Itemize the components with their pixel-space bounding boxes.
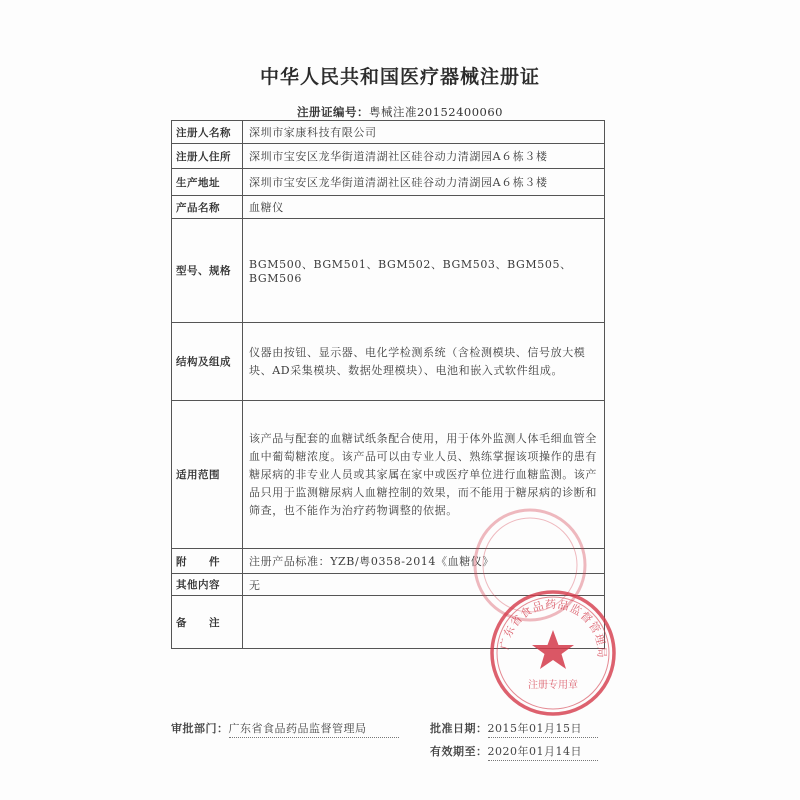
table-row: [172, 121, 605, 144]
row-value-structure: 仪器由按钮、显示器、电化学检测系统（含检测模块、信号放大模块、AD采集模块、数据处理模块）、电池和嵌入式软件组成。: [243, 323, 605, 401]
row-label-other: 其他内容: [172, 574, 243, 596]
approval-date-line: [430, 720, 598, 738]
table-row: [172, 323, 605, 401]
seal-subtext: 注册专用章: [528, 680, 578, 691]
row-label-registrant: 注册人名称: [172, 121, 243, 144]
row-value-intended-use: 该产品与配套的血糖试纸条配合使用，用于体外监测人体毛细血管全血中葡萄糖浓度。该产品可以由专业人员、熟练掌握该项操作的患有糖尿病的非专业人员或其家属在家中或医疗单位进行血糖监测。该产品只用于监测糖尿病人血糖控制的效果，而不能用于糖尿病的诊断和筛查，也不能作为治疗药物调整的依据。: [243, 401, 605, 549]
official-seal-icon: [488, 588, 618, 718]
row-label-product-name: 产品名称: [172, 196, 243, 219]
row-label-attachment: 附 件: [172, 549, 243, 574]
registration-number-line: [0, 104, 800, 120]
approval-dept-line: [171, 720, 399, 738]
table-row: [172, 219, 605, 323]
row-value-registrant-address: 深圳市宝安区龙华街道清湖社区硅谷动力清湖园A６栋３楼: [243, 144, 605, 169]
row-label-intended-use: 适用范围: [172, 401, 243, 549]
row-value-production-address: 深圳市宝安区龙华街道清湖社区硅谷动力清湖园A６栋３楼: [243, 169, 605, 196]
valid-until-line: [430, 743, 598, 761]
table-row: [172, 196, 605, 219]
valid-until-label: 有效期至：: [430, 745, 488, 758]
approval-date-label: 批准日期：: [430, 722, 488, 735]
registration-number: 粤械注准20152400060: [369, 105, 503, 119]
row-value-model-spec: BGM500、BGM501、BGM502、BGM503、BGM505、BGM506: [243, 219, 605, 323]
row-label-remarks: 备 注: [172, 596, 243, 649]
row-value-product-name: 血糖仪: [243, 196, 605, 219]
approval-dept-label: 审批部门：: [171, 722, 229, 735]
table-row: [172, 144, 605, 169]
table-row: [172, 169, 605, 196]
row-label-registrant-address: 注册人住所: [172, 144, 243, 169]
row-value-attachment: 注册产品标准：YZB/粤0358-2014《血糖仪》: [243, 549, 605, 574]
registration-number-label: 注册证编号：: [297, 105, 369, 119]
row-value-registrant: 深圳市家康科技有限公司: [243, 121, 605, 144]
valid-until: 2020年01月14日: [488, 743, 598, 761]
seal-text: 广东省食品药品监督管理局: [497, 597, 609, 659]
approval-date: 2015年01月15日: [488, 720, 598, 738]
approval-dept: 广东省食品药品监督管理局: [229, 720, 399, 738]
row-label-model-spec: 型号、规格: [172, 219, 243, 323]
document-title: 中华人民共和国医疗器械注册证: [259, 66, 540, 88]
row-value-other: 无: [243, 574, 605, 596]
row-label-production-address: 生产地址: [172, 169, 243, 196]
row-label-structure: 结构及组成: [172, 323, 243, 401]
